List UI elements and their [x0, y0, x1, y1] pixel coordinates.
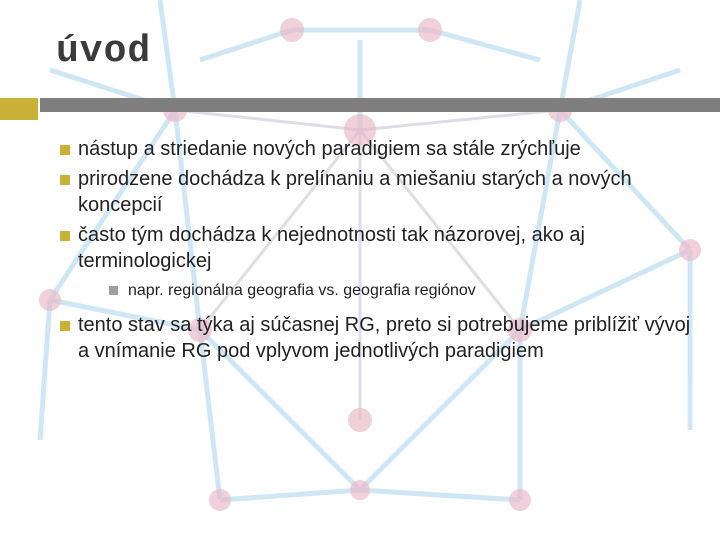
bullet-text: nástup a striedanie nových paradigiem sa stále zrýchľuje: [78, 138, 581, 160]
bullet-text: často tým dochádza k nejednotnosti tak názorovej, ako aj terminologickej: [78, 224, 585, 272]
title-divider-bar: [40, 98, 720, 112]
bullet-item: [56, 166, 706, 218]
square-bullet-icon: [60, 175, 70, 185]
bullet-item: [56, 136, 706, 162]
sub-bullet-item: [56, 280, 706, 302]
square-sub-bullet-icon: [109, 286, 118, 295]
square-bullet-icon: [60, 231, 70, 241]
square-bullet-icon: [60, 321, 70, 331]
square-bullet-icon: [60, 145, 70, 155]
sub-bullet-text: napr. regionálna geografia vs. geografia regiónov: [128, 282, 476, 299]
title-accent-square: [0, 98, 38, 120]
bullet-item: [56, 222, 706, 274]
slide-content: [56, 136, 706, 368]
bullet-text: tento stav sa týka aj súčasnej RG, preto si potrebujeme priblížiť vývoj a vnímanie RG pod vplyvom jednotlivých paradigiem: [78, 314, 691, 362]
bullet-item: [56, 312, 706, 364]
page-title: úvod: [56, 30, 152, 73]
bullet-text: prirodzene dochádza k prelínaniu a miešaniu starých a nových koncepcií: [78, 168, 632, 216]
